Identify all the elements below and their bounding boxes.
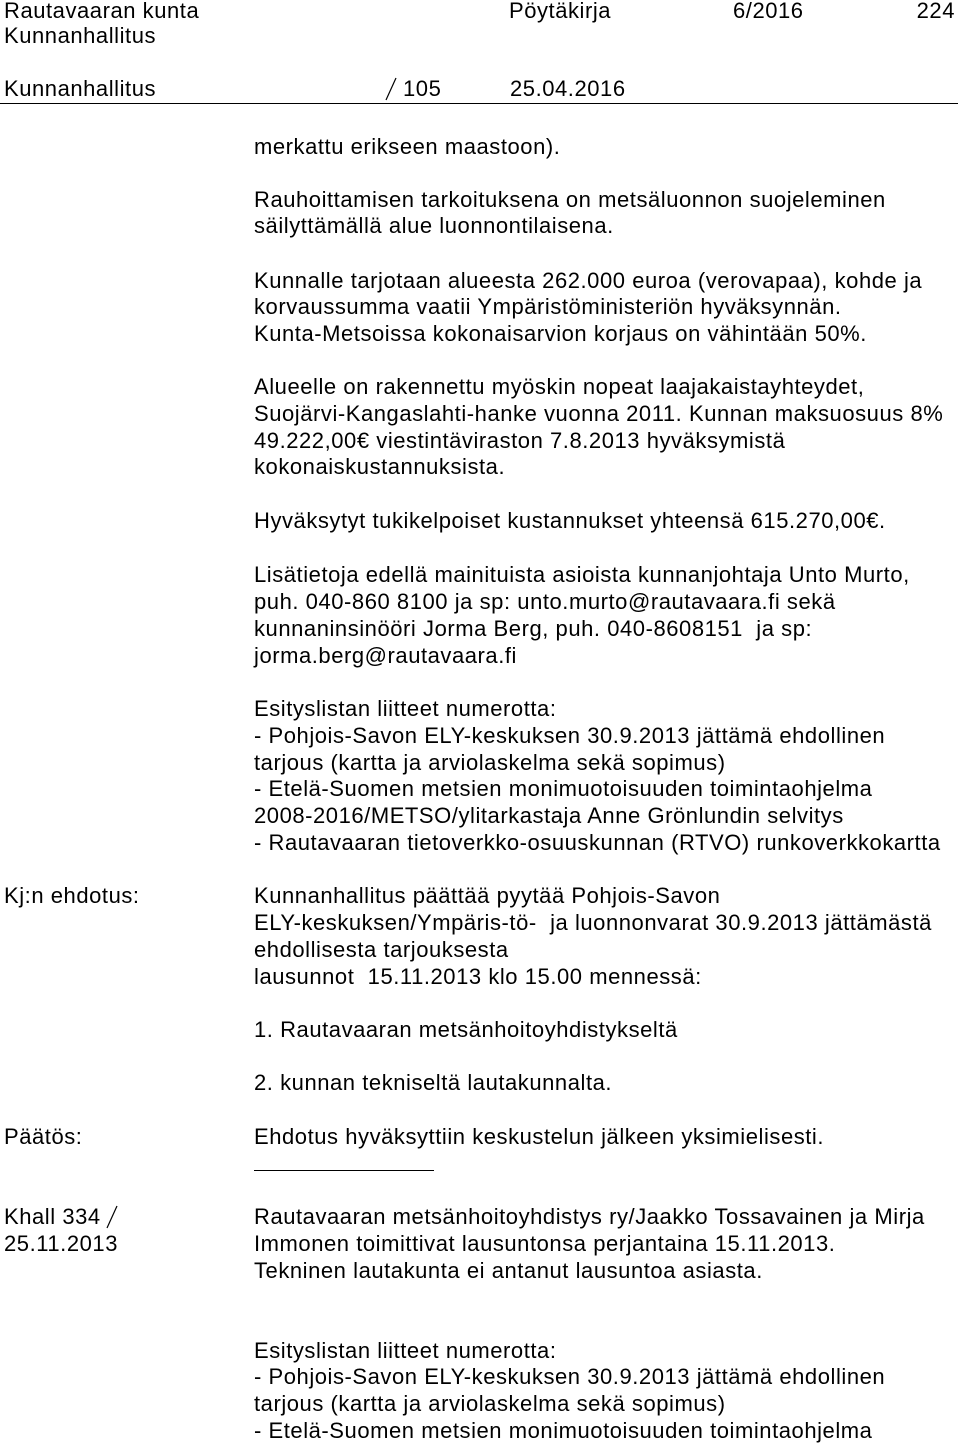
text-line: merkattu erikseen maastoon).: [254, 134, 561, 159]
proposal-item: 1. Rautavaaran metsänhoitoyhdistykseltä: [254, 1017, 678, 1042]
proposal-line: lausunnot 15.11.2013 klo 15.00 mennessä:: [254, 964, 702, 989]
text-line: säilyttämällä alue luonnontilaisena.: [254, 213, 614, 238]
attachment-line: - Rautavaaran tietoverkko-osuuskunnan (RTVO) runkoverkkokartta: [254, 830, 941, 855]
text-line: Kunnalle tarjotaan alueesta 262.000 euroa (verovapaa), kohde ja: [254, 268, 923, 293]
attachment-line: - Pohjois-Savon ELY-keskuksen 30.9.2013 jättämä ehdollinen: [254, 723, 886, 748]
proposal-line: ELY-keskuksen/Ympäris-tö- ja luonnonvarat 30.9.2013 jättämästä: [254, 910, 932, 935]
followup-line: Rautavaaran metsänhoitoyhdistys ry/Jaakko Tossavainen ja Mirja: [254, 1204, 925, 1229]
proposal-line: Kunnanhallitus päättää pyytää Pohjois-Savon: [254, 883, 721, 908]
text-line: jorma.berg@rautavaara.fi: [254, 643, 517, 668]
attachment-line: tarjous (kartta ja arviolaskelma sekä sopimus): [254, 750, 726, 775]
text-line: kokonaiskustannuksista.: [254, 454, 506, 479]
attachment-line: - Pohjois-Savon ELY-keskuksen 30.9.2013 jättämä ehdollinen: [254, 1364, 886, 1389]
text-line: Lisätietoja edellä mainituista asioista kunnanjohtaja Unto Murto,: [254, 562, 910, 587]
decision-text: Ehdotus hyväksyttiin keskustelun jälkeen yksimielisesti.: [254, 1124, 825, 1149]
section-sign-mark: [105, 1205, 119, 1229]
department-name: Kunnanhallitus: [4, 23, 157, 48]
organization-name: Rautavaaran kunta: [4, 0, 200, 23]
text-line: korvaussumma vaatii Ympäristöministeriön hyväksynnän.: [254, 294, 842, 319]
document-type: Pöytäkirja: [509, 0, 612, 23]
attachments-heading: Esityslistan liitteet numerotta:: [254, 696, 557, 721]
followup-line: Immonen toimittivat lausuntonsa perjantaina 15.11.2013.: [254, 1231, 836, 1256]
followup-date: 25.11.2013: [4, 1231, 118, 1256]
meeting-body: Kunnanhallitus: [4, 76, 157, 101]
section-number: 105: [403, 76, 442, 101]
attachment-line: 2008-2016/METSO/ylitarkastaja Anne Grönlundin selvitys: [254, 803, 844, 828]
text-line: Hyväksytyt tukikelpoiset kustannukset yhteensä 615.270,00€.: [254, 508, 886, 533]
attachments-heading: Esityslistan liitteet numerotta:: [254, 1338, 557, 1363]
decision-label: Päätös:: [4, 1124, 83, 1149]
followup-line: Tekninen lautakunta ei antanut lausuntoa asiasta.: [254, 1258, 763, 1283]
text-line: Kunta-Metsoissa kokonaisarvion korjaus on vähintään 50%.: [254, 321, 867, 346]
attachment-line: tarjous (kartta ja arviolaskelma sekä sopimus): [254, 1391, 726, 1416]
text-line: Alueelle on rakennettu myöskin nopeat laajakaistayhteydet,: [254, 374, 865, 399]
issue-number: 6/2016: [733, 0, 804, 23]
page-number: 224: [916, 0, 955, 23]
section-sign-mark: [384, 77, 398, 101]
followup-section-ref: Khall 334: [4, 1204, 101, 1229]
text-line: Rauhoittamisen tarkoituksena on metsäluonnon suojeleminen: [254, 187, 886, 212]
proposal-line: ehdollisesta tarjouksesta: [254, 937, 509, 962]
text-line: kunnaninsinööri Jorma Berg, puh. 040-8608151 ja sp:: [254, 616, 813, 641]
attachment-line: - Etelä-Suomen metsien monimuotoisuuden toimintaohjelma: [254, 1418, 873, 1443]
header-divider: [0, 103, 958, 104]
decision-underline: [254, 1170, 434, 1171]
text-line: 49.222,00€ viestintäviraston 7.8.2013 hyväksymistä: [254, 428, 786, 453]
text-line: Suojärvi-Kangaslahti-hanke vuonna 2011. Kunnan maksuosuus 8%: [254, 401, 944, 426]
proposal-label: Kj:n ehdotus:: [4, 883, 140, 908]
meeting-date: 25.04.2016: [510, 76, 626, 101]
text-line: puh. 040-860 8100 ja sp: unto.murto@rautavaara.fi sekä: [254, 589, 836, 614]
attachment-line: - Etelä-Suomen metsien monimuotoisuuden toimintaohjelma: [254, 776, 873, 801]
proposal-item: 2. kunnan tekniseltä lautakunnalta.: [254, 1070, 613, 1095]
